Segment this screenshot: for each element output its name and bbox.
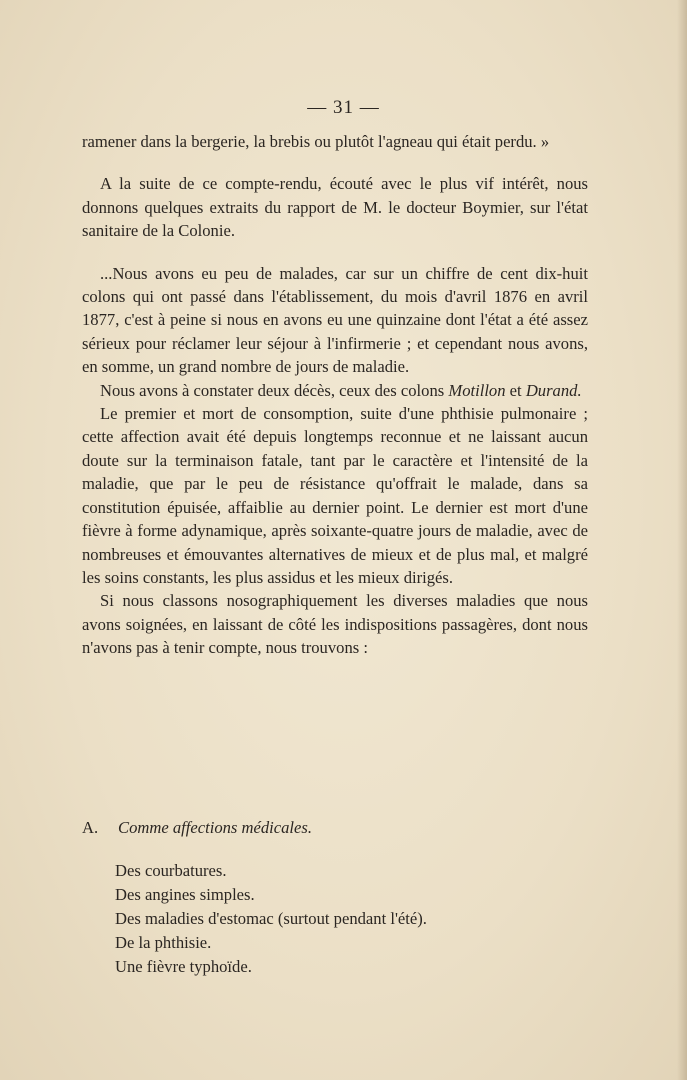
paragraph-malades: ...Nous avons eu peu de malades, car sur un chiffre de cent dix-huit colons qui ont passé dans l'établissement, du mois d'avril 1876 en avril 1877, c'est à peine si nous en avons eu une quinzaine dont l'état a été assez sérieux pour réclamer leur séjour à l'infirmerie ; et cependant nous avons, en somme, un grand nombre de jours de maladie. bbox=[82, 263, 588, 377]
colon-name-durand: Durand. bbox=[525, 380, 582, 400]
paragraph-deces bbox=[82, 379, 588, 402]
list-item: Une fièvre typhoïde. bbox=[115, 957, 252, 976]
section-letter: A. bbox=[82, 818, 99, 837]
paragraph-premier-mort: Le premier et mort de consomption, suite d'une phthisie pulmonaire ; cette affection avait été depuis longtemps reconnue et ne laissant aucun doute sur la terminaison fatale, tant par le caractère et l'intensité de la maladie, que par le peu de résistance qu'offrait le malade, dans sa constitution épuisée, affaiblie au dernier point. Le dernier est mort d'une fièvre à forme adynamique, après soixante-quatre jours de maladie, avec de nombreuses et émouvantes alternatives de mieux et de plus mal, et malgré les soins constants, les plus assidus et les mieux dirigés. bbox=[82, 404, 588, 587]
section-heading bbox=[82, 818, 312, 838]
colon-name-motillon: Motillon bbox=[448, 380, 506, 400]
disease-list bbox=[115, 859, 427, 979]
list-item: Des angines simples. bbox=[115, 885, 255, 904]
list-item: Des maladies d'estomac (surtout pendant l'été). bbox=[115, 909, 427, 928]
page-number: — 31 — bbox=[307, 97, 380, 118]
body-text bbox=[82, 130, 588, 660]
paragraph-continuation: ramener dans la bergerie, la brebis ou plutôt l'agneau qui était perdu. » bbox=[82, 132, 550, 151]
deces-text: Nous avons à constater deux décès, ceux des colons bbox=[100, 380, 449, 400]
list-item: Des courbatures. bbox=[115, 861, 227, 880]
section-title: Comme affections médicales. bbox=[118, 818, 313, 837]
paragraph-report-intro: A la suite de ce compte-rendu, écouté avec le plus vif intérêt, nous donnons quelques extraits du rapport de M. le docteur Boymier, sur l'état sanitaire de la Colonie. bbox=[82, 174, 588, 241]
paragraph-classification: Si nous classons nosographiquement les diverses maladies que nous avons soignées, en laissant de côté les indispositions passagères, dont nous n'avons pas à tenir compte, nous trouvons : bbox=[82, 591, 588, 658]
list-item: De la phthisie. bbox=[115, 933, 212, 952]
deces-and: et bbox=[505, 380, 526, 400]
